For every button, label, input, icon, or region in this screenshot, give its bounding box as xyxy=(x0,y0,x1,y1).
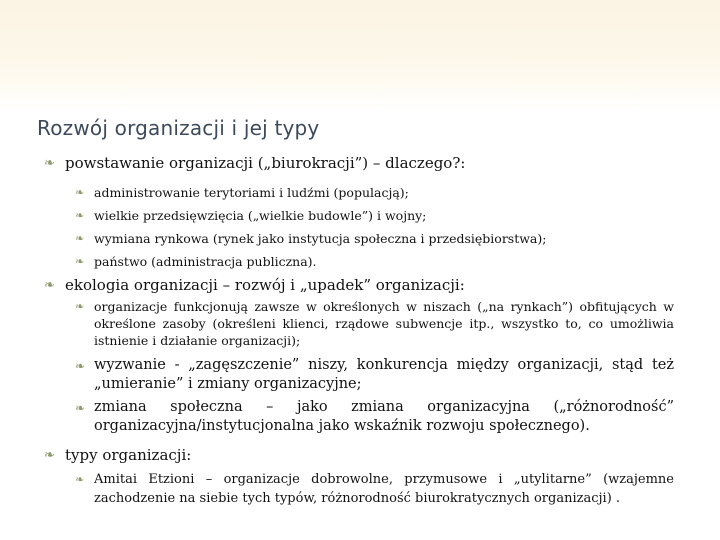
bullet-icon: ❧ xyxy=(75,401,86,415)
bullet-icon: ❧ xyxy=(75,186,85,199)
list-item-text: zmiana społeczna – jako zmiana organizacyjna („różnorodność” organizacyjna/instytucjonalna jako wskaźnik rozwoju społecznego). xyxy=(94,399,674,434)
list-item xyxy=(75,230,675,247)
section-heading-text: typy organizacji: xyxy=(65,446,192,464)
section-heading-text: ekologia organizacji – rozwój i „upadek” organizacji: xyxy=(65,276,465,294)
list-item xyxy=(75,253,675,270)
list-item-text: organizacje funkcjonują zawsze w określonych w niszach („na rynkach”) obfitujących w określone zasoby (określeni klienci, rządowe subwencje itp., wszystko to, co umożliwia istnienie i działanie organizacji); xyxy=(94,299,674,348)
bullet-icon: ❧ xyxy=(75,255,85,268)
bullet-icon: ❧ xyxy=(44,448,55,463)
list-item xyxy=(75,184,675,201)
bullet-icon: ❧ xyxy=(75,209,85,222)
list-item-text: wyzwanie - „zagęszczenie” niszy, konkurencja między organizacji, stąd też „umieranie” i zmiany organizacyjne; xyxy=(94,357,674,392)
bullet-icon: ❧ xyxy=(75,359,86,373)
bullet-icon: ❧ xyxy=(75,473,85,486)
bullet-icon: ❧ xyxy=(75,232,85,245)
bullet-icon: ❧ xyxy=(75,300,85,313)
list-item xyxy=(75,356,675,394)
slide-title: Rozwój organizacji i jej typy xyxy=(37,116,320,140)
list-item-text: wymiana rynkowa (rynek jako instytucja społeczna i przedsiębiorstwa); xyxy=(94,231,547,246)
bullet-icon: ❧ xyxy=(44,156,55,171)
list-item xyxy=(75,470,675,506)
list-item xyxy=(75,207,675,224)
section-heading-text: powstawanie organizacji („biurokracji”) – dlaczego?: xyxy=(65,154,466,172)
bullet-icon: ❧ xyxy=(44,278,55,293)
list-item-text: Amitai Etzioni – organizacje dobrowolne, przymusowe i „utylitarne” (wzajemne zachodzenie na siebie tych typów, różnorodność biurokratycznych organizacji) . xyxy=(94,472,674,506)
list-item-text: administrowanie terytoriami i ludźmi (populacją); xyxy=(94,185,409,200)
list-item-text: państwo (administracja publiczna). xyxy=(94,254,317,269)
list-item xyxy=(75,298,675,350)
list-item-text: wielkie przedsięwzięcia („wielkie budowle”) i wojny; xyxy=(94,208,427,223)
list-item xyxy=(75,398,675,436)
